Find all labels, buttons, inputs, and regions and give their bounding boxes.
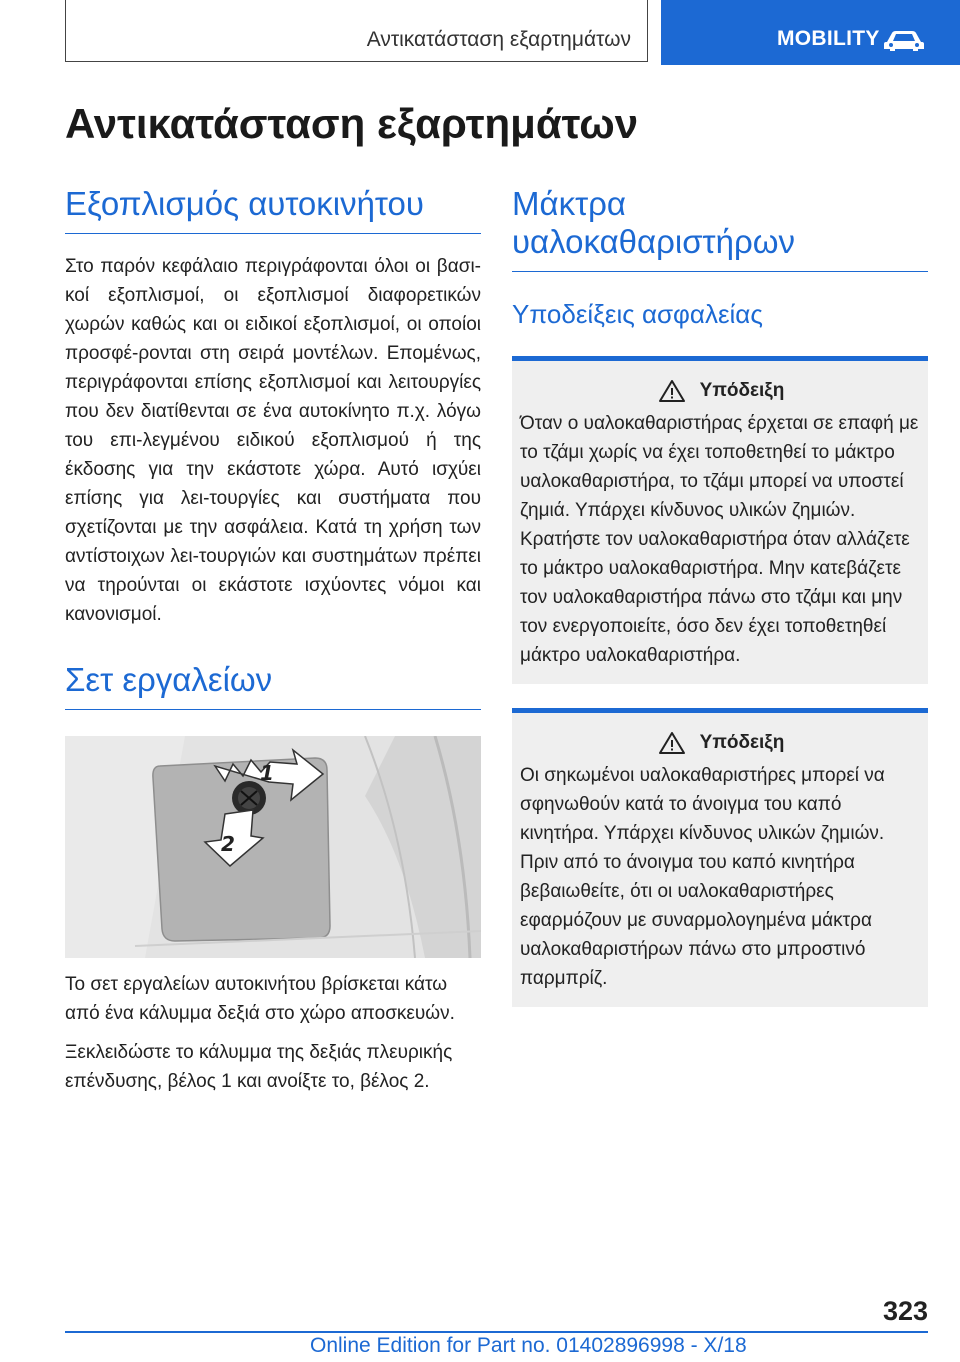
section-title-line2: υαλοκαθαριστήρων <box>512 223 795 260</box>
warning-box-2 <box>512 708 928 1007</box>
warning-title: Υπόδειξη <box>699 732 785 753</box>
header-section-title: Αντικατάσταση εξαρτημάτων <box>366 28 631 51</box>
warning-box-1 <box>512 356 928 684</box>
left-column <box>65 185 481 1096</box>
page-title: Αντικατάσταση εξαρτημάτων <box>65 100 639 147</box>
warning-body: Όταν ο υαλοκαθαριστήρας έρχεται σε επαφή με το τζάμι χωρίς να έχει τοποθετηθεί το μάκτρο υαλοκαθαριστήρα, το τζάμι μπορεί να υποστεί ζημιά. Υπάρχει κίνδυνος υλικών ζημιών. Κρατήστε τον υαλοκαθαριστήρα όταν αλλάζετε το μάκτρο υαλοκαθαριστήρα. Μην κατεβάζετε τον υαλοκαθαριστήρα πάνω στο τζάμι και μην τον ενεργοποιείτε, όσο δεν έχει τοποθετηθεί μάκτρο υαλοκαθαριστήρα. <box>520 413 919 666</box>
trunk-cover-illustration <box>65 736 481 958</box>
header-category-tab[interactable] <box>661 0 960 65</box>
section-title-wiper-blades <box>512 185 928 272</box>
section-title-tool-kit: Σετ εργαλείων <box>65 661 481 710</box>
warning-title: Υπόδειξη <box>699 380 785 401</box>
footer-divider <box>65 1331 928 1333</box>
warning-header <box>520 731 922 755</box>
arrow-label-2: 2 <box>221 832 235 856</box>
tool-kit-location-paragraph: Το σετ εργαλείων αυτοκινήτου βρίσκεται κάτω από ένα κάλυμμα δεξιά στο χώρο αποσκευών. <box>65 974 455 1024</box>
warning-body: Οι σηκωμένοι υαλοκαθαριστήρες μπορεί να σφηνωθούν κατά το άνοιγμα του καπό κινητήρα. Υπάρχει κίνδυνος υλικών ζημιών. Πριν από το άνοιγμα του καπό κινητήρα βεβαιωθείτε, ότι οι υαλοκαθαριστήρες εφαρμόζουν με συναρμολογημένα μάκτρα υαλοκαθαριστήρων πάνω στο μπροστινό παρμπρίζ. <box>520 765 885 989</box>
section-title-vehicle-equipment: Εξοπλισμός αυτοκινήτου <box>65 185 481 234</box>
header-section-box <box>65 0 648 62</box>
warning-triangle-icon <box>658 379 686 403</box>
vehicle-equipment-paragraph: Στο παρόν κεφάλαιο περιγράφονται όλοι οι βασι-κοί εξοπλισμοί, οι εξοπλισμοί διαφορετικών χωρών καθώς και οι ειδικοί εξοπλισμοί, οι οποίοι προσφέ-ρονται στη σειρά μοντέλων. Επομένως, περιγράφονται επίσης εξοπλισμοί και λειτουργίες που δεν διατίθενται σε ένα αυτοκίνητο π.χ. λόγω του επι-λεγμένου ειδικού εξοπλισμού ή της έκδοσης για την εκάστοτε χώρα. Αυτό ισχύει επίσης για λει-τουργίες και συστήματα που σχετίζονται με την ασφάλεια. Κατά τη χρήση των αντίστοιχων λει-τουργιών και συστημάτων πρέπει να τηρούνται οι εκάστοτε ισχύοντες νόμοι και κανονισμοί. <box>65 256 481 625</box>
subsection-title-safety-notes: Υποδείξεις ασφαλείας <box>512 299 763 329</box>
right-column <box>512 185 928 1007</box>
arrow-label-1: 1 <box>260 761 274 785</box>
warning-triangle-icon <box>658 731 686 755</box>
section-title-line1: Μάκτρα <box>512 185 626 222</box>
header-category-label: MOBILITY <box>777 27 880 50</box>
tool-kit-instructions-paragraph: Ξεκλειδώστε το κάλυμμα της δεξιάς πλευρικής επένδυσης, βέλος 1 και ανοίξτε το, βέλος 2. <box>65 1042 453 1092</box>
footer-edition-text: Online Edition for Part no. 01402896998 - X/18 <box>310 1334 747 1357</box>
tool-kit-figure <box>65 736 481 958</box>
page-number: 323 <box>882 1296 928 1326</box>
car-icon <box>883 29 925 53</box>
warning-header <box>520 379 922 403</box>
